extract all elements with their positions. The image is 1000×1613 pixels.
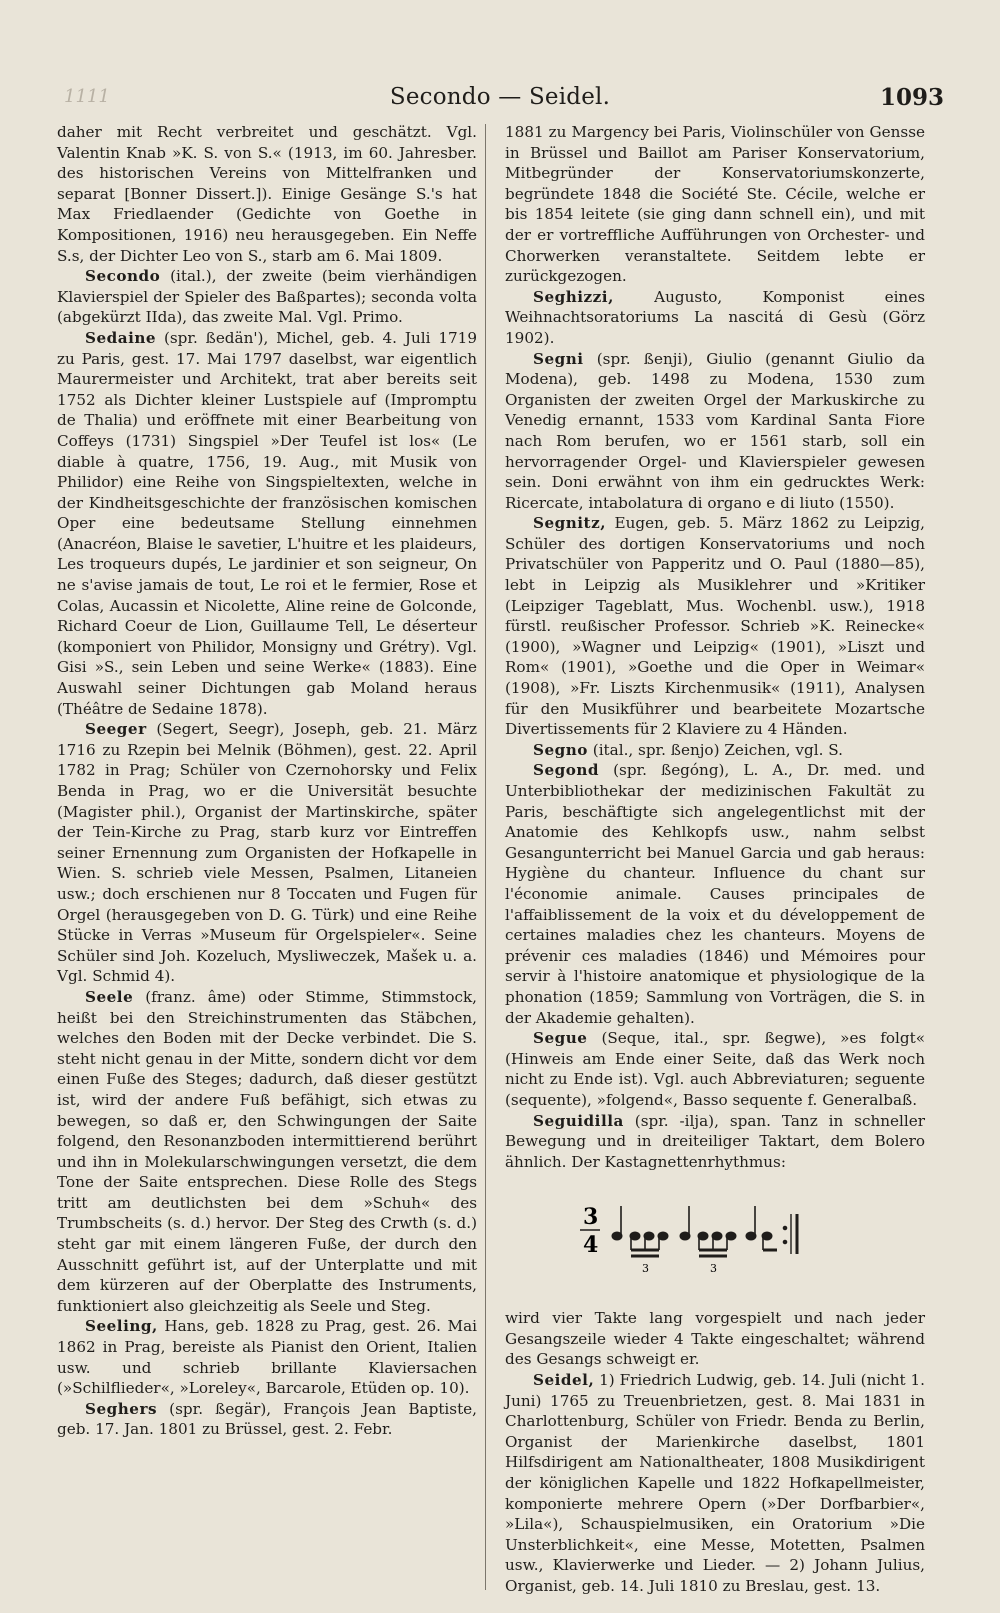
- repeat-barline: [783, 1214, 797, 1254]
- time-signature-top: 3: [583, 1204, 599, 1231]
- castanet-rhythm-notation: [505, 1180, 925, 1302]
- headword: Segond: [533, 761, 600, 780]
- entry-text: Hans, geb. 1828 zu Prag, gest. 26. Mai 1862 in Prag, bereiste als Pianist den Orient, Italien usw. und schrieb brillante Klaviersachen (»Schilflieder«, »Loreley«, Barcarole, Etüden op. 10).: [57, 1317, 477, 1398]
- right-column-top: [505, 122, 925, 1172]
- time-signature-bottom: 4: [583, 1232, 599, 1259]
- entry-sedaine: [57, 328, 477, 719]
- entry-text: (spr. ßedän'), Michel, geb. 4. Juli 1719 zu Paris, gest. 17. Mai 1797 daselbst, war eigentlich Maurermeister und Architekt, trat aber bereits seit 1752 als Dichter kleiner Lustspiele auf (Impromptu de Thalia) und eröffnete mit einer Bearbeitung von Coffeys (1731) Singspiel »Der Teufel ist los« (Le diable à quatre, 1756, 19. Aug., mit Musik von Philidor) eine Reihe von Singspieltexten, welche in der Kindheitsgeschichte der französischen komischen Oper eine bedeutsame Stellung einnehmen (Anacréon, Blaise le savetier, L'huitre et les plaideurs, Les troqueurs dupés, Le jardinier et son seigneur, On ne s'avise jamais de tout, Le roi et le fermier, Rose et Colas, Aucassin et Nicolette, Aline reine de Golconde, Richard Coeur de Lion, Guillaume Tell, Le déserteur (komponiert von Philidor, Monsigny und Grétry). Vgl. Gisi »S., sein Leben und seine Werke« (1883). Eine Auswahl seiner Dichtungen gab Moland heraus (Théâtre de Sedaine 1878).: [57, 328, 477, 718]
- entry-seghers-cont: [505, 122, 925, 287]
- entry-seeling: [57, 1316, 477, 1398]
- note-group-2: [680, 1206, 736, 1256]
- entry-text: (spr. -ilja), span. Tanz in schneller Bewegung und in dreiteiliger Taktart, dem Bolero ähnlich. Der Kastagnettenrhythmus:: [505, 1111, 925, 1171]
- entry-seguidilla: [505, 1111, 925, 1173]
- entry-text: (spr. ßegär), François Jean Baptiste, geb. 17. Jan. 1801 zu Brüssel, gest. 2. Febr.: [57, 1399, 477, 1439]
- entry-secondo: [57, 266, 477, 328]
- entry-segond: [505, 760, 925, 1028]
- entry-text: (Seque, ital., spr. ßegwe), »es folgt« (Hinweis am Ende einer Seite, daß das Werk noch nicht zu Ende ist). Vgl. auch Abbreviaturen; seguente (sequente), »folgend«, Basso sequente f. Generalbaß.: [505, 1029, 925, 1109]
- entry-seeger: [57, 719, 477, 987]
- entry-segnitz: [505, 513, 925, 740]
- headword: Secondo: [85, 267, 161, 286]
- music-staff: [565, 1184, 805, 1284]
- triplet-mark-1: 3: [642, 1262, 649, 1276]
- column-divider: [485, 124, 486, 1590]
- running-title: Secondo — Seidel.: [389, 84, 611, 110]
- entry-seidel: [505, 1370, 925, 1597]
- entry-seguidilla-cont: [505, 1308, 925, 1370]
- headword: Sedaine: [85, 328, 157, 347]
- headword: Seeger: [85, 720, 147, 739]
- headword: Segnitz,: [533, 514, 606, 533]
- entry-text: (spr. ßegóng), L. A., Dr. med. und Unterbibliothekar der medizinischen Fakultät zu Paris, beschäftigte sich angelegentlichst mit der Anatomie des Kehlkopfs usw., nahm selbst Gesangunterricht bei Manuel Garcia und gab heraus: Hygiène du chanteur. Influence du chant sur l'économie animale. Causes principales de l'affaiblissement de la voix et du développement de certaines maladies chez les chanteurs. Moyens de prévenir ces maladies (1846) und Mémoires pour servir à l'histoire anatomique et physiologique de la phonation (1859; Sammlung von Vorträgen, die S. in der Akademie gehalten).: [505, 761, 925, 1027]
- entry-text: (franz. âme) oder Stimme, Stimmstock, heißt bei den Streichinstrumenten das Stäbchen, welches den Boden mit der Decke verbindet. Die S. steht nicht genau in der Mitte, sondern dicht vor dem einen Fuße des Steges; dadurch, daß dieser gestützt ist, wird der andere Fuß befähigt, sich etwas zu bewegen, so daß er, den Schwingungen der Saite folgend, den Resonanzboden intermittierend berührt und ihn in Molekularschwingungen versetzt, die dem Tone der Saite entsprechen. Diese Rolle des Stegs tritt am deutlichsten bei dem »Schuh« des Trumbscheits (s. d.) hervor. Der Steg des Crwth (s. d.) steht gar mit einem längeren Fuße, der durch den Ausschnitt geführt ist, auf der Unterplatte und mit dem kürzeren auf der Oberplatte des Instruments, funktioniert also gleichzeitig als Seele und Steg.: [57, 987, 477, 1315]
- entry-text: (spr. ßenji), Giulio (genannt Giulio da Modena), geb. 1498 zu Modena, 1530 zum Organisten der zweiten Orgel der Markuskirche zu Venedig ernannt, 1533 vom Kardinal Santa Fiore nach Rom berufen, wo er 1561 starb, soll ein hervorragender Orgel- und Klavierspieler gewesen sein. Doni erwähnt von ihm ein gedrucktes Werk: Ricercate, intabolatura di organo e di liuto (1550).: [505, 349, 925, 512]
- entry-text: (ital.), der zweite (beim vierhändigen Klavierspiel der Spieler des Baßpartes); seconda volta (abgekürzt IIda), das zweite Mal. Vgl. Primo.: [57, 267, 477, 327]
- right-column-bottom: [505, 1308, 925, 1596]
- entry-text: wird vier Takte lang vorgespielt und nach jeder Gesangszeile wieder 4 Takte eingeschaltet; während des Gesangs schweigt er.: [505, 1309, 925, 1369]
- headword: Segno: [533, 740, 588, 759]
- page-number: 1093: [879, 84, 944, 111]
- entry-cont: [57, 122, 477, 266]
- entry-text: Eugen, geb. 5. März 1862 zu Leipzig, Schüler des dortigen Konservatoriums und noch Privatschüler von Papperitz und O. Paul (1880—85), lebt in Leipzig als Musiklehrer und »Kritiker (Leipziger Tageblatt, Mus. Wochenbl. usw.), 1918 fürstl. reußischer Professor. Schrieb »K. Reinecke« (1900), »Wagner und Leipzig« (1901), »Liszt und Rom« (1901), »Goethe und die Oper in Weimar« (1908), »Fr. Liszts Kirchenmusik« (1911), Analysen für den Musikführer und bearbeitete Mozartsche Divertissements für 2 Klaviere zu 4 Händen.: [505, 514, 925, 739]
- note-group-1: [612, 1206, 668, 1256]
- entry-segni: [505, 349, 925, 514]
- entry-text: 1881 zu Margency bei Paris, Violinschüler von Gensse in Brüssel und Baillot am Pariser Konservatorium, Mitbegründer der Konservatoriumskonzerte, begründete 1848 die Société Ste. Cécile, welche er bis 1854 leitete (sie ging dann schnell ein), und mit der er vortreffliche Aufführungen von Orchester- und Chorwerken veranstaltete. Seitdem lebte er zurückgezogen.: [505, 123, 925, 286]
- page-header: [50, 80, 950, 120]
- entry-text: (ital., spr. ßenjo) Zeichen, vgl. S.: [587, 740, 843, 759]
- entry-text: 1) Friedrich Ludwig, geb. 14. Juli (nicht 1. Juni) 1765 zu Treuenbrietzen, gest. 8. Mai 1831 in Charlottenburg, Schüler von Friedr. Benda zu Berlin, Organist der Marienkirche daselbst, 1801 Hilfsdirigent am Nationaltheater, 1808 Musikdirigent der königlichen Kapelle und 1822 Hofkapellmeister, komponierte mehrere Opern (»Der Dorfbarbier«, »Lila«), Schauspielmusiken, ein Oratorium »Die Unsterblichkeit«, eine Messe, Motetten, Psalmen usw., Klavierwerke und Lieder. — 2) Johann Julius, Organist, geb. 14. Juli 1810 zu Breslau, gest. 13.: [505, 1371, 925, 1595]
- headword: Seidel,: [533, 1371, 595, 1390]
- entry-text: (Segert, Seegr), Joseph, geb. 21. März 1716 zu Rzepin bei Melnik (Böhmen), gest. 22. April 1782 in Prag; Schüler von Czernohorsky und Felix Benda in Prag, wo er die Universität besuchte (Magister phil.), Organist der Martinskirche, später der Tein-Kirche zu Prag, starb kurz vor Eintreffen seiner Ernennung zum Organisten der Hofkapelle in Wien. S. schrieb viele Messen, Psalmen, Litaneien usw.; doch erschienen nur 8 Toccaten und Fugen für Orgel (herausgegeben von D. G. Türk) und eine Reihe Stücke in Verras »Museum für Orgelspieler«. Seine Schüler sind Joh. Kozeluch, Mysliweczek, Mašek u. a. Vgl. Schmid 4).: [57, 720, 477, 986]
- headword: Segni: [533, 349, 584, 368]
- headword: Segue: [533, 1029, 588, 1048]
- headword: Seguidilla: [533, 1111, 624, 1130]
- headword: Seeling,: [85, 1317, 158, 1336]
- page-mark: 1111: [64, 86, 110, 107]
- right-column: [505, 122, 925, 1597]
- entry-text: daher mit Recht verbreitet und geschätzt. Vgl. Valentin Knab »K. S. von S.« (1913, im 60. Jahresber. des historischen Vereins von Mittelfranken und separat [Bonner Dissert.]). Einige Gesänge S.'s hat Max Friedlaender (Gedichte von Goethe in Kompositionen, 1916) neu herausgegeben. Ein Neffe S.s, der Dichter Leo von S., starb am 6. Mai 1809.: [57, 123, 477, 265]
- left-column: [57, 122, 477, 1440]
- entry-seghers: [57, 1399, 477, 1440]
- entry-seghizzi: [505, 287, 925, 349]
- entry-segno: [505, 740, 925, 761]
- headword: Seele: [85, 987, 134, 1006]
- entry-seele: [57, 987, 477, 1317]
- headword: Seghizzi,: [533, 287, 614, 306]
- headword: Seghers: [85, 1399, 158, 1418]
- entry-text: Augusto, Komponist eines Weihnachtsoratoriums La nascitá di Gesù (Görz 1902).: [505, 287, 925, 347]
- note-group-3: [746, 1206, 777, 1250]
- entry-segue: [505, 1028, 925, 1110]
- triplet-mark-2: 3: [710, 1262, 717, 1276]
